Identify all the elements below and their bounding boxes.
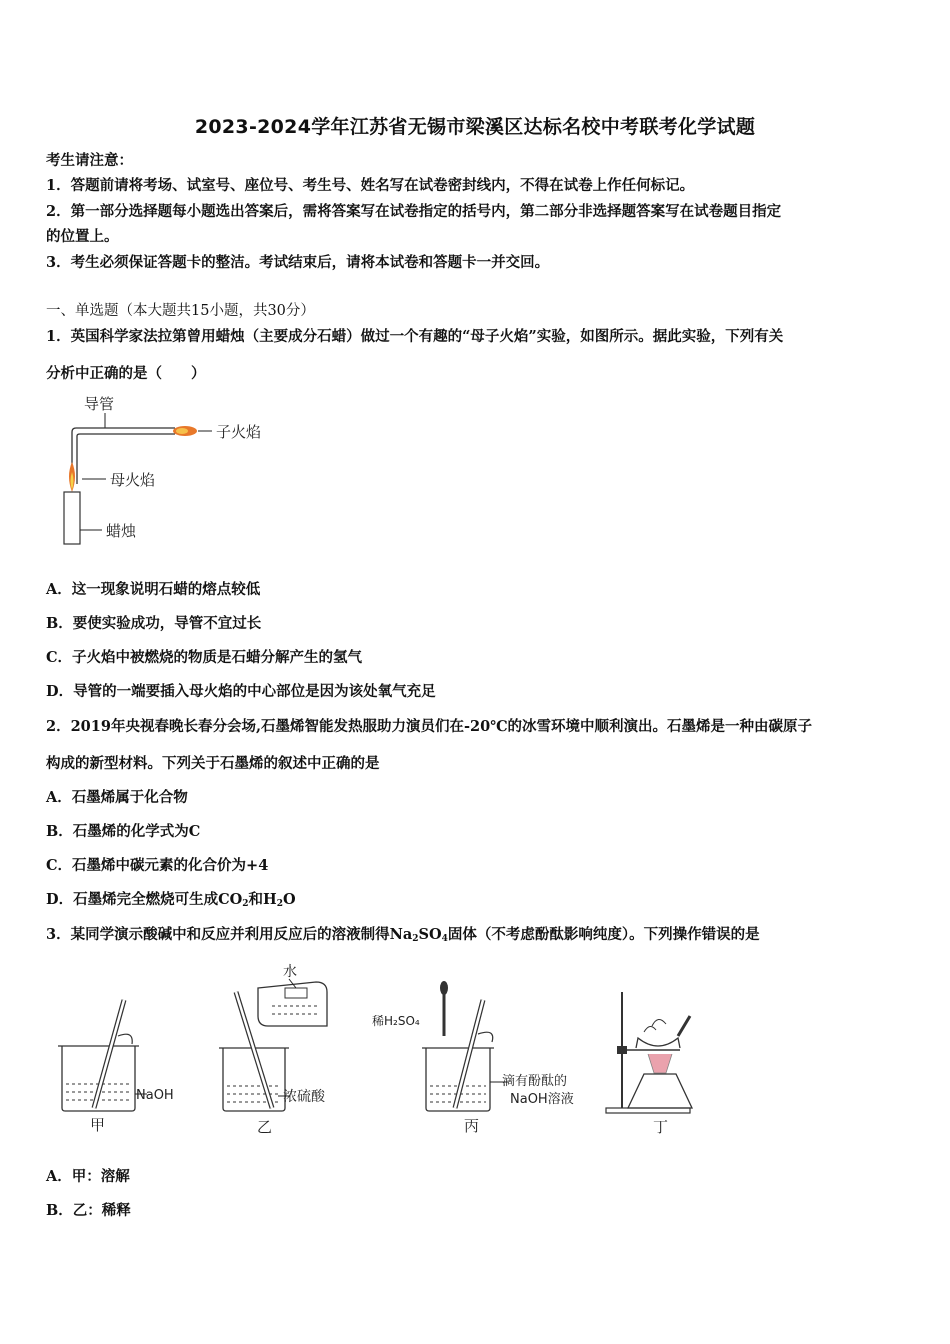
- bing-reagent-label-2: NaOH溶液: [510, 1092, 574, 1107]
- yi-reagent-label: 浓硫酸: [283, 1089, 325, 1105]
- q3-option-a: A．甲：溶解: [46, 1168, 130, 1185]
- yi-label: 乙: [257, 1118, 273, 1136]
- mother-flame-label: 母火焰: [110, 471, 156, 489]
- tube-label: 导管: [84, 395, 115, 413]
- notice-item-2: 2．第一部分选择题每小题选出答案后，需将答案写在试卷指定的括号内，第二部分非选择题答案写在试卷题目指定: [46, 203, 782, 220]
- notice-heading: 考生请注意：: [46, 152, 133, 169]
- candle-label: 蜡烛: [106, 522, 137, 540]
- q2-option-a: A．石墨烯属于化合物: [46, 789, 188, 806]
- page-title: 2023-2024学年江苏省无锡市梁溪区达标名校中考联考化学试题: [194, 116, 756, 138]
- bing-acid-label: 稀H₂SO₄: [372, 1014, 420, 1028]
- q2-option-c: C．石墨烯中碳元素的化合价为+4: [46, 857, 269, 874]
- q1-stem-line2: 分析中正确的是（ ）: [46, 365, 206, 382]
- section-heading: 一、单选题（本大题共15小题，共30分）: [46, 303, 315, 319]
- jia-beaker-icon: [58, 1000, 147, 1111]
- jia-reagent-label: NaOH: [136, 1088, 174, 1103]
- candle-icon: [64, 492, 80, 544]
- q3-option-b: B．乙：稀释: [46, 1202, 131, 1219]
- q2-stem-line1: 2．2019年央视春晚长春分会场,石墨烯智能发热服助力演员们在-20℃的冰雪环境中顺利演出。石墨烯是一种由碳原子: [46, 718, 813, 735]
- water-label: 水: [283, 964, 297, 980]
- notice-item-1: 1．答题前请将考场、试室号、座位号、考生号、姓名写在试卷密封线内，不得在试卷上作任何标记。: [46, 177, 695, 194]
- q2-stem-line2: 构成的新型材料。下列关于石墨烯的叙述中正确的是: [46, 755, 380, 772]
- ding-evaporation-icon: [606, 992, 692, 1113]
- notice-item-2-cont: 的位置上。: [46, 228, 119, 245]
- q1-option-a: A．这一现象说明石蜡的熔点较低: [46, 581, 261, 598]
- q1-option-b: B．要使实验成功，导管不宜过长: [46, 615, 262, 632]
- jia-label: 甲: [90, 1116, 106, 1134]
- child-flame-label: 子火焰: [216, 423, 262, 441]
- ding-label: 丁: [653, 1118, 669, 1136]
- bing-label: 丙: [464, 1117, 480, 1135]
- bing-titration-icon: [422, 981, 508, 1111]
- q1-stem-line1: 1．英国科学家法拉第曾用蜡烛（主要成分石蜡）做过一个有趣的“母子火焰”实验，如图所示。据此实验，下列有关: [46, 328, 784, 345]
- q1-option-c: C．子火焰中被燃烧的物质是石蜡分解产生的氢气: [46, 649, 363, 666]
- notice-item-3: 3．考生必须保证答题卡的整洁。考试结束后，请将本试卷和答题卡一并交回。: [46, 254, 550, 271]
- q1-candle-figure: [40, 392, 300, 552]
- q2-option-b: B．石墨烯的化学式为C: [46, 823, 201, 840]
- bing-reagent-label-1: 滴有酚酞的: [502, 1074, 568, 1089]
- q2-option-d: D．石墨烯完全燃烧可生成$CO_2$和$H_2O$: [46, 891, 296, 909]
- q3-lab-figure: [40, 958, 720, 1138]
- q1-option-d: D．导管的一端要插入母火焰的中心部位是因为该处氧气充足: [46, 683, 436, 700]
- q3-stem: 3．某同学演示酸碱中和反应并利用反应后的溶液制得$Na_2SO_4$固体（不考虑酚酞影响纯度）。下列操作错误的是: [46, 926, 760, 944]
